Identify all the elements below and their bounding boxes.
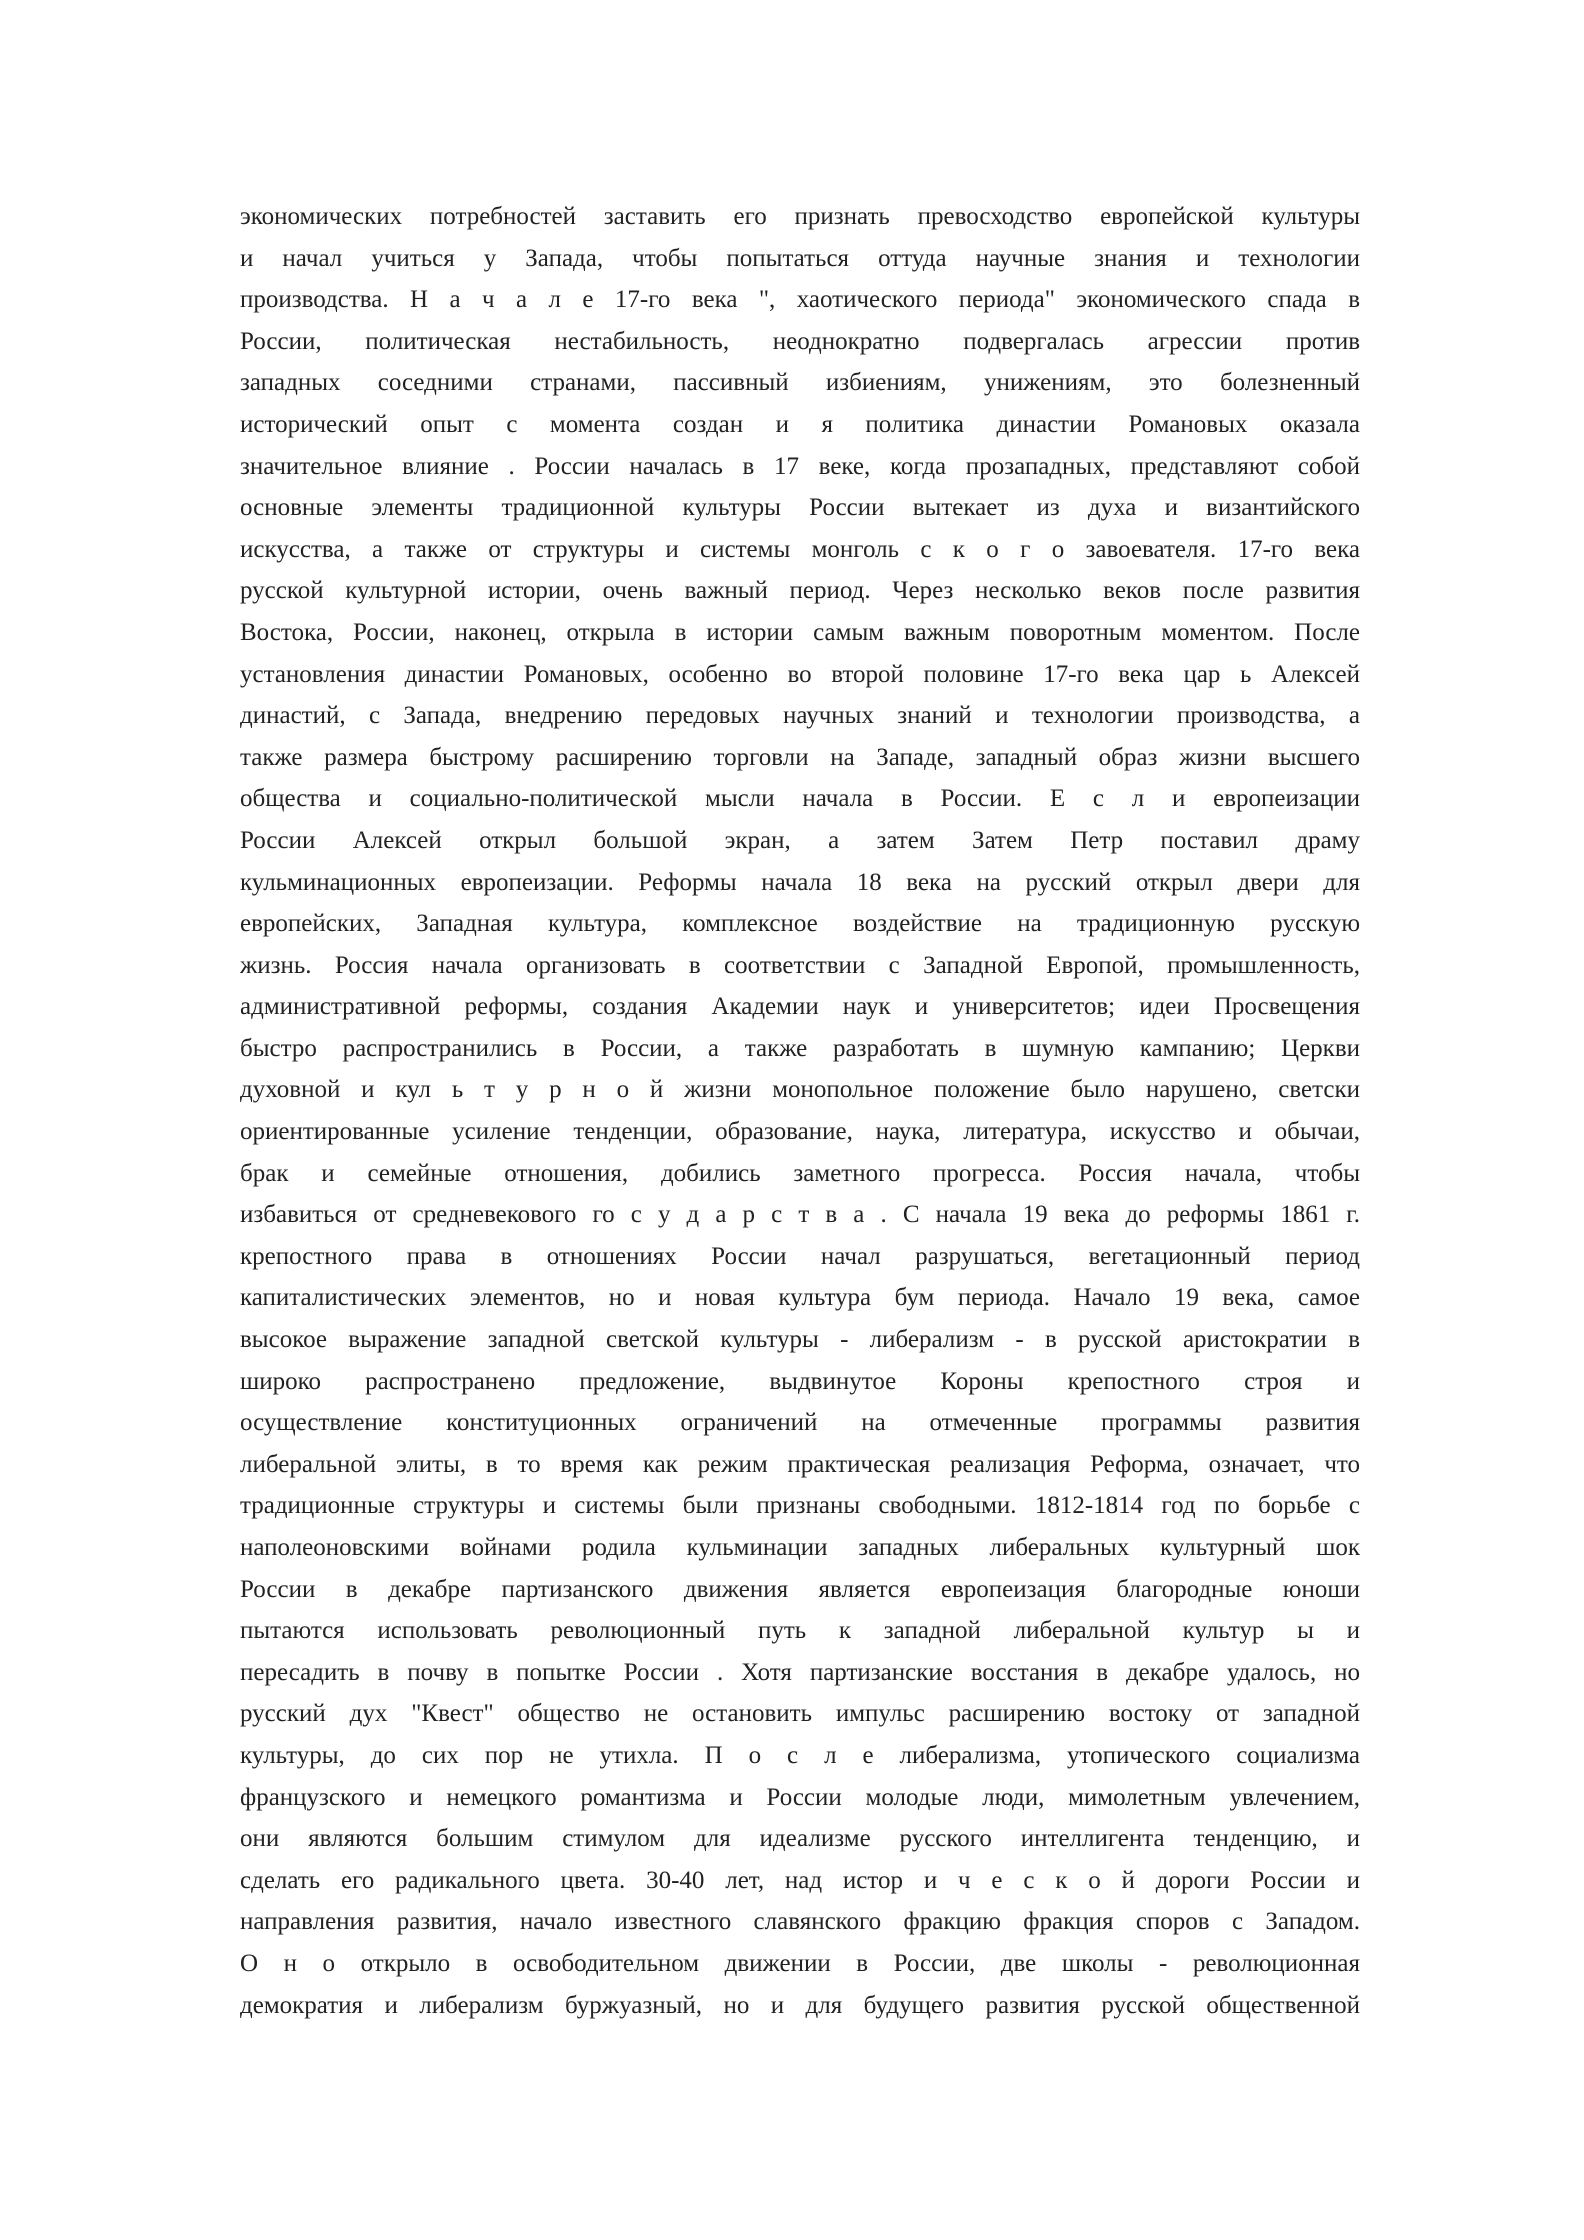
text-line: широко распространено предложение, выдвинутое Короны крепостного строя и — [240, 1367, 1360, 1395]
text-line: брак и семейные отношения, добились заметного прогресса. Россия начала, чтобы — [240, 1159, 1360, 1187]
text-line: кульминационных европеизации. Реформы начала 18 века на русский открыл двери для — [240, 868, 1360, 896]
text-line: высокое выражение западной светской культуры - либерализм - в русской аристократии в — [240, 1326, 1360, 1354]
text-line: также размера быстрому расширению торговли на Западе, западный образ жизни высшего — [240, 743, 1360, 771]
text-line: культуры, до сих пор не утихла. П о с л е либерализма, утопического социализма — [240, 1741, 1360, 1769]
text-line: России Алексей открыл большой экран, а затем Затем Петр поставил драму — [240, 826, 1360, 854]
text-line: исторический опыт с момента создан и я политика династии Романовых оказала — [240, 410, 1360, 438]
text-line: русский дух "Квест" общество не остановить импульс расширению востоку от западной — [240, 1700, 1360, 1728]
text-line: традиционные структуры и системы были признаны свободными. 1812-1814 год по борьбе с — [240, 1492, 1360, 1520]
text-line: значительное влияние . России началась в 17 веке, когда прозападных, представляют собой — [240, 452, 1360, 480]
text-line: производства. Н а ч а л е 17-го века ", хаотического периода" экономического спада в — [240, 286, 1360, 314]
text-line: направления развития, начало известного славянского фракцию фракция споров с Западом. — [240, 1908, 1360, 1936]
text-line: основные элементы традиционной культуры России вытекает из духа и византийского — [240, 494, 1360, 522]
text-line: крепостного права в отношениях России начал разрушаться, вегетационный период — [240, 1242, 1360, 1270]
text-line: они являются большим стимулом для идеализме русского интеллигента тенденцию, и — [240, 1825, 1360, 1853]
text-line: России в декабре партизанского движения является европеизация благородные юноши — [240, 1575, 1360, 1603]
text-line: и начал учиться у Запада, чтобы попытаться оттуда научные знания и технологии — [240, 244, 1360, 272]
text-line: пытаются использовать революционный путь к западной либеральной культур ы и — [240, 1617, 1360, 1645]
text-line: европейских, Западная культура, комплексное воздействие на традиционную русскую — [240, 910, 1360, 938]
text-line: России, политическая нестабильность, неоднократно подвергалась агрессии против — [240, 327, 1360, 355]
text-line: наполеоновскими войнами родила кульминации западных либеральных культурный шок — [240, 1534, 1360, 1561]
text-line: Востока, России, наконец, открыла в истории самым важным поворотным моментом. После — [240, 618, 1360, 646]
text-line: сделать его радикального цвета. 30-40 лет, над истор и ч е с к о й дороги России и — [240, 1866, 1360, 1894]
text-line: русской культурной истории, очень важный период. Через несколько веков после развития — [240, 577, 1360, 605]
text-line: ориентированные усиление тенденции, образование, наука, литература, искусство и обычаи, — [240, 1118, 1360, 1146]
text-line: быстро распространились в России, а также разработать в шумную кампанию; Церкви — [240, 1034, 1360, 1062]
text-line: административной реформы, создания Академии наук и университетов; идеи Просвещения — [240, 993, 1360, 1021]
text-line: осуществление конституционных ограничений на отмеченные программы развития — [240, 1409, 1360, 1437]
text-line: пересадить в почву в попытке России . Хотя партизанские восстания в декабре удалось, но — [240, 1658, 1360, 1686]
text-line: искусства, а также от структуры и системы монголь с к о г о завоевателя. 17-го века — [240, 535, 1360, 563]
text-line: общества и социально-политической мысли начала в России. Е с л и европеизации — [240, 785, 1360, 813]
text-line: установления династии Романовых, особенно во второй половине 17-го века цар ь Алексей — [240, 660, 1360, 688]
text-line: династий, с Запада, внедрению передовых научных знаний и технологии производства, а — [240, 702, 1360, 730]
text-line: западных соседними странами, пассивный избиениям, унижениям, это болезненный — [240, 369, 1360, 397]
body-text — [240, 196, 1360, 2076]
text-line: капиталистических элементов, но и новая культура бум периода. Начало 19 века, самое — [240, 1284, 1360, 1312]
text-line: О н о открыло в освободительном движении в России, две школы - революционная — [240, 1949, 1360, 1977]
text-line: демократия и либерализм буржуазный, но и для будущего развития русской общественной — [240, 1991, 1360, 2019]
text-line: жизнь. Россия начала организовать в соответствии с Западной Европой, промышленность, — [240, 951, 1360, 979]
text-line: экономических потребностей заставить его признать превосходство европейской культуры — [240, 203, 1360, 230]
text-line: избавиться от средневекового го с у д а р с т в а . С начала 19 века до реформы 1861 г. — [240, 1201, 1360, 1229]
text-line: духовной и кул ь т у р н о й жизни монопольное положение было нарушено, светски — [240, 1076, 1360, 1104]
text-line: французского и немецкого романтизма и России молодые люди, мимолетным увлечением, — [240, 1783, 1360, 1811]
text-line: либеральной элиты, в то время как режим практическая реализация Реформа, означает, что — [240, 1450, 1360, 1478]
